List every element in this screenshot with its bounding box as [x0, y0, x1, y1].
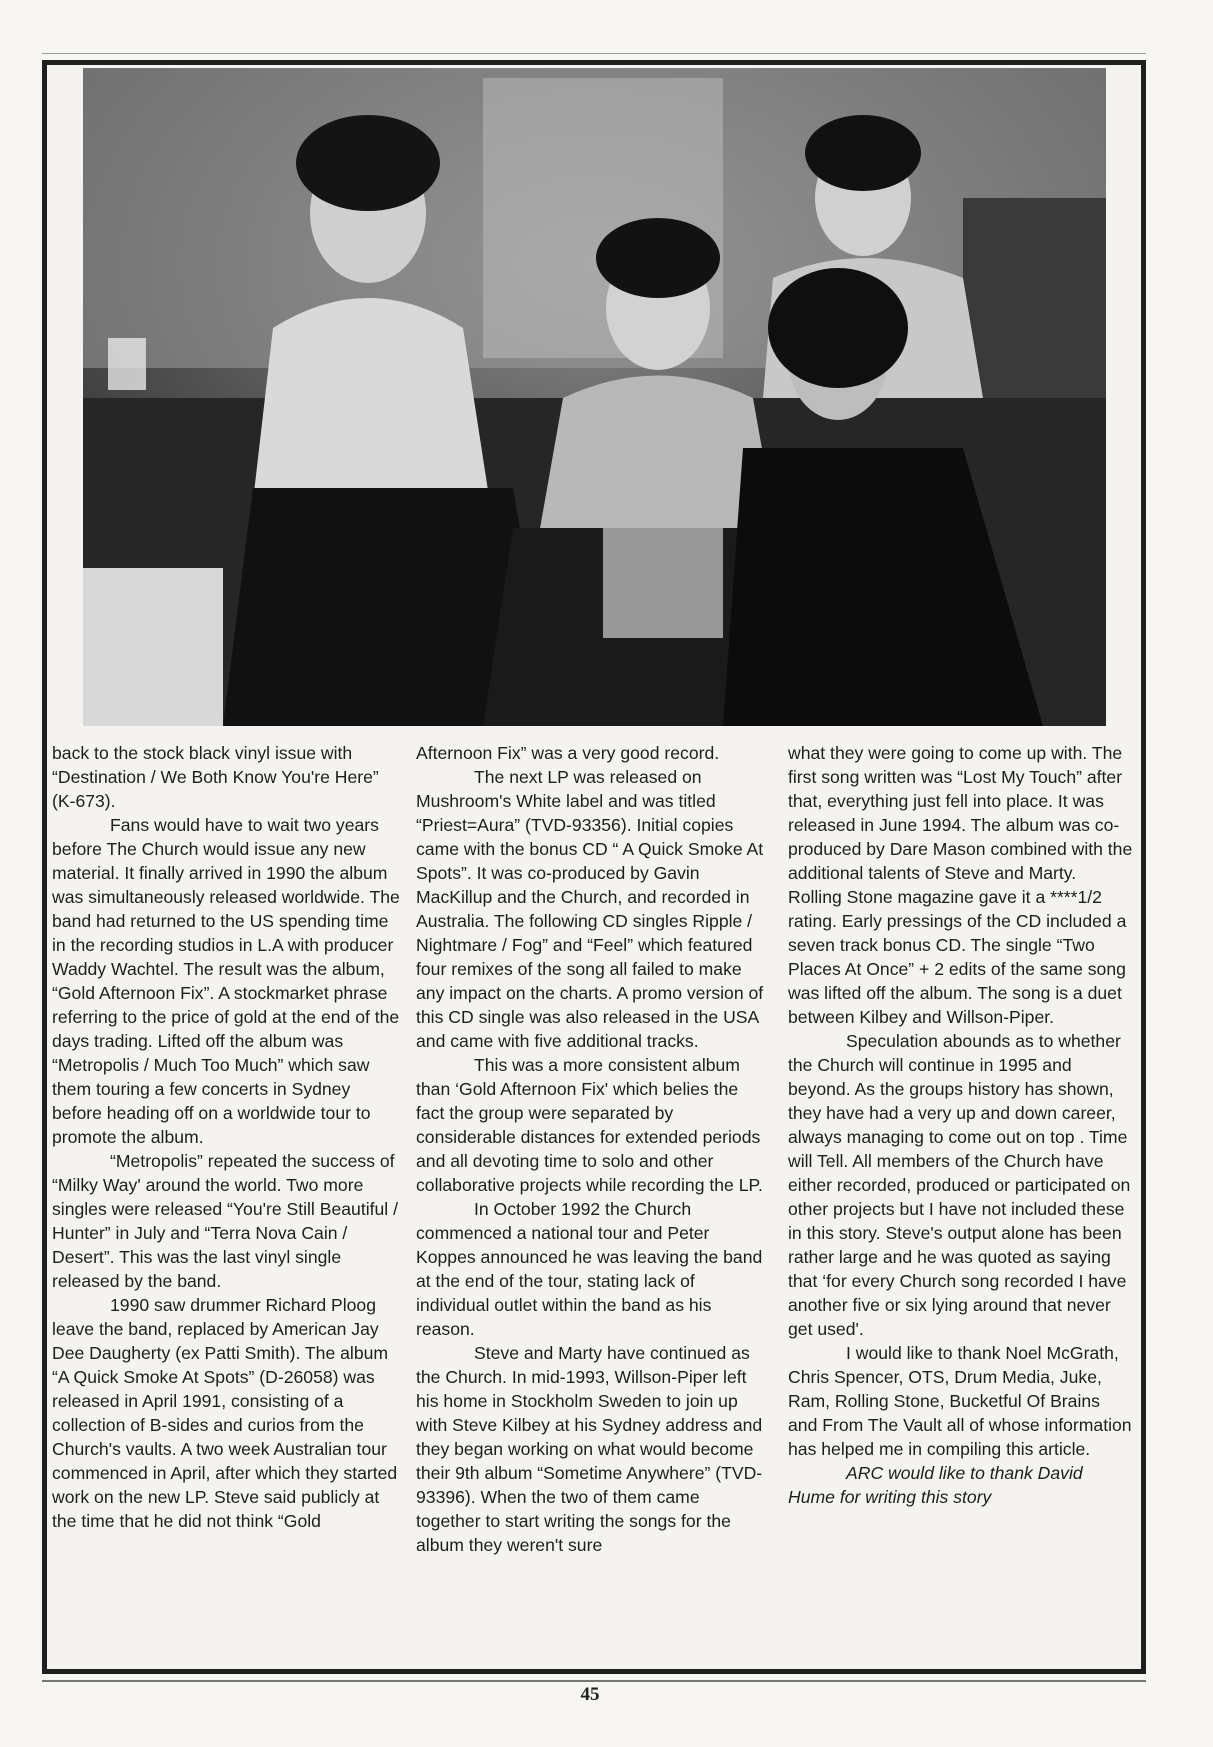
paragraph: Speculation abounds as to whether the Church will continue in 1995 and beyond. As the groups history has shown, they have had a very up and down career, always managing to come out on top . Time will Tell. All members of the Church have either recorded, produced or participated on other projects but I have not included these in this story. Steve's output alone has been rather large and he was quoted as saying that ‘for every Church song recorded I have another five or six lying around that never get used'.: [788, 1031, 1131, 1339]
article-column-3: [788, 741, 1133, 1509]
top-rule: [42, 53, 1146, 54]
paragraph: back to the stock black vinyl issue with “Destination / We Both Know You're Here” (K-673).: [52, 743, 379, 811]
page-number: 45: [580, 1684, 600, 1705]
paragraph: what they were going to come up with. The first song written was “Lost My Touch” after that, everything just fell into place. It was released in June 1994. The album was co-produced by Dare Mason combined with the additional talents of Steve and Marty. Rolling Stone magazine gave it a ****1/2 rating. Early pressings of the CD included a seven track bonus CD. The single “Two Places At Once” + 2 edits of the same song was lifted off the album. The song is a duet between Kilbey and Willson-Piper.: [788, 743, 1133, 1027]
article-column-2: [416, 741, 766, 1557]
paragraph: “Metropolis” repeated the success of “Milky Way' around the world. Two more singles were released “You're Still Beautiful / Hunter” in July and “Terra Nova Cain / Desert”. This was the last vinyl single released by the band.: [52, 1151, 398, 1291]
band-photo-graphic: [83, 68, 1106, 726]
article-column-1: [52, 741, 402, 1533]
paragraph: This was a more consistent album than ‘Gold Afternoon Fix' which belies the fact the group were separated by considerable distances for extended periods and all devoting time to solo and other collaborative projects while recording the LP.: [416, 1055, 763, 1195]
paragraph: The next LP was released on Mushroom's White label and was titled “Priest=Aura” (TVD-93356). Initial copies came with the bonus CD “ A Quick Smoke At Spots”. It was co-produced by Gavin MacKillup and the Church, and recorded in Australia. The following CD singles Ripple / Nightmare / Fog” and “Feel” which featured four remixes of the song all failed to make any impact on the charts. A promo version of this CD single was also released in the USA and came with five additional tracks.: [416, 767, 764, 1051]
paragraph: I would like to thank Noel McGrath, Chris Spencer, OTS, Drum Media, Juke, Ram, Rolling Stone, Bucketful Of Brains and From The Vault all of whose information has helped me in compiling this article.: [788, 1343, 1132, 1459]
bottom-rule: [42, 1680, 1146, 1682]
paragraph: Afternoon Fix” was a very good record.: [416, 743, 720, 763]
author-credit: ARC would like to thank David Hume for writing this story: [788, 1463, 1083, 1507]
band-photo: [83, 68, 1106, 726]
paragraph: In October 1992 the Church commenced a national tour and Peter Koppes announced he was leaving the band at the end of the tour, stating lack of individual outlet within the band as his reason.: [416, 1199, 763, 1339]
paragraph: 1990 saw drummer Richard Ploog leave the band, replaced by American Jay Dee Daugherty (ex Patti Smith). The album “A Quick Smoke At Spots” (D-26058) was released in April 1991, consisting of a collection of B-sides and curios from the Church's vaults. A two week Australian tour commenced in April, after which they started work on the new LP. Steve said publicly at the time that he did not think “Gold: [52, 1295, 398, 1531]
paragraph: Steve and Marty have continued as the Church. In mid-1993, Willson-Piper left his home in Stockholm Sweden to join up with Steve Kilbey at his Sydney address and they began working on what would become their 9th album “Sometime Anywhere” (TVD-93396). When the two of them came together to start writing the songs for the album they weren't sure: [416, 1343, 763, 1555]
paragraph: Fans would have to wait two years before The Church would issue any new material. It finally arrived in 1990 the album was simultaneously released worldwide. The band had returned to the US spending time in the recording studios in L.A with producer Waddy Wachtel. The result was the album, “Gold Afternoon Fix”. A stockmarket phrase referring to the price of gold at the end of the days trading. Lifted off the album was “Metropolis / Much Too Much” which saw them touring a few concerts in Sydney before heading off on a worldwide tour to promote the album.: [52, 815, 400, 1147]
